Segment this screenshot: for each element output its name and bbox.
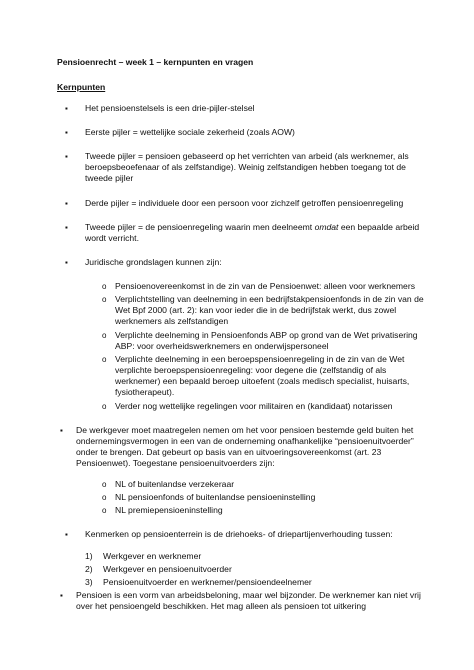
sub-list-item: NL premiepensioeninstelling — [115, 505, 223, 515]
bullet-item: Kenmerken op pensioenterrein is de driehoeks- of driepartijenverhouding tussen: — [85, 529, 393, 539]
bullet-text: een bepaalde arbeid wordt verricht. — [85, 222, 420, 243]
bullet-marker: ▪ — [65, 128, 68, 137]
bullet-marker: ▪ — [60, 591, 63, 600]
uitvoerder-paragraph: De werkgever moet maatregelen nemen om het voor pensioen bestemde geld buiten het ondernemingsvermogen in een van de onderneming onafhankelijke “pensioenuitvoerder” onder te brengen. Dat gebeurt op basis van en uitvoeringsovereenkomst (art. 23 Pensioenwet). Toegestane pensioenuitvoerders zijn: — [76, 425, 414, 468]
bullet-item: Juridische grondslagen kunnen zijn: — [85, 257, 222, 267]
bullet-emphasis: omdat — [314, 222, 339, 232]
bullet-item: Pensioen is een vorm van arbeidsbeloning, maar wel bijzonder. De werknemer kan niet vrij over het pensioengeld beschikken. Het mag alleen als pensioen tot uitkering — [76, 590, 421, 611]
sub-list-item: Verder nog wettelijke regelingen voor militairen en (kandidaat) notarissen — [115, 401, 393, 411]
numbered-item: Pensioenuitvoerder en werknemer/pensioendeelnemer — [103, 577, 312, 587]
bullet-item: Tweede pijler = pensioen gebaseerd op het verrichten van arbeid (als werknemer, als beroepsbeoefenaar of als zelfstandige). Weinig zelfstandigen hebben toegang tot de tweede pijler — [85, 151, 409, 183]
bullet-item: Eerste pijler = wettelijke sociale zekerheid (zoals AOW) — [85, 127, 295, 137]
sub-list-item: Pensioenovereenkomst in de zin van de Pensioenwet: alleen voor werknemers — [115, 281, 415, 291]
circle-marker: o — [102, 480, 107, 489]
circle-marker: o — [102, 282, 107, 291]
bullet-marker: ▪ — [65, 223, 68, 232]
numbered-marker: 1) — [85, 551, 93, 561]
circle-marker: o — [102, 506, 107, 515]
bullet-item — [85, 222, 425, 244]
sub-list-item: Verplichte deelneming in een beroepspensioenregeling in de zin van de Wet verplichte beroepspensioenregeling: voor degene die (zelfstandig of als werknemer) een bepaald beroep uitoefent (zoals medisch specialist, huisarts, fysiotherapeut). — [115, 354, 410, 397]
circle-marker: o — [102, 402, 107, 411]
bullet-marker: ▪ — [60, 426, 63, 435]
sub-list-item: NL of buitenlandse verzekeraar — [115, 479, 235, 489]
circle-marker: o — [102, 295, 107, 304]
circle-marker: o — [102, 331, 107, 340]
numbered-marker: 3) — [85, 577, 93, 587]
circle-marker: o — [102, 355, 107, 364]
sub-list-item: Verplichtstelling van deelneming in een bedrijfstakpensioenfonds in de zin van de Wet Bpf 2000 (art. 2): kan voor ieder die in de bedrijfstak werkt, dus zowel werknemers als zelfstandigen — [115, 294, 424, 326]
section-heading: Kernpunten — [57, 82, 106, 92]
numbered-item: Werkgever en werknemer — [103, 551, 202, 561]
document-title: Pensioenrecht – week 1 – kernpunten en vragen — [57, 57, 254, 67]
bullet-marker: ▪ — [65, 258, 68, 267]
bullet-marker: ▪ — [65, 152, 68, 161]
bullet-marker: ▪ — [65, 530, 68, 539]
sub-list-item: NL pensioenfonds of buitenlandse pensioeninstelling — [115, 492, 316, 502]
bullet-marker: ▪ — [65, 104, 68, 113]
circle-marker: o — [102, 493, 107, 502]
bullet-text: Tweede pijler = de pensioenregeling waarin men deelneemt — [85, 222, 315, 232]
bullet-item: Het pensioenstelsels is een drie-pijler-stelsel — [85, 103, 255, 113]
sub-list-item: Verplichte deelneming in Pensioenfonds ABP op grond van de Wet privatisering ABP: voor overheidswerknemers en onderwijspersoneel — [115, 330, 418, 351]
numbered-item: Werkgever en pensioenuitvoerder — [103, 564, 232, 574]
bullet-marker: ▪ — [65, 199, 68, 208]
numbered-marker: 2) — [85, 564, 93, 574]
bullet-item: Derde pijler = individuele door een persoon voor zichzelf getroffen pensioenregeling — [85, 198, 404, 208]
